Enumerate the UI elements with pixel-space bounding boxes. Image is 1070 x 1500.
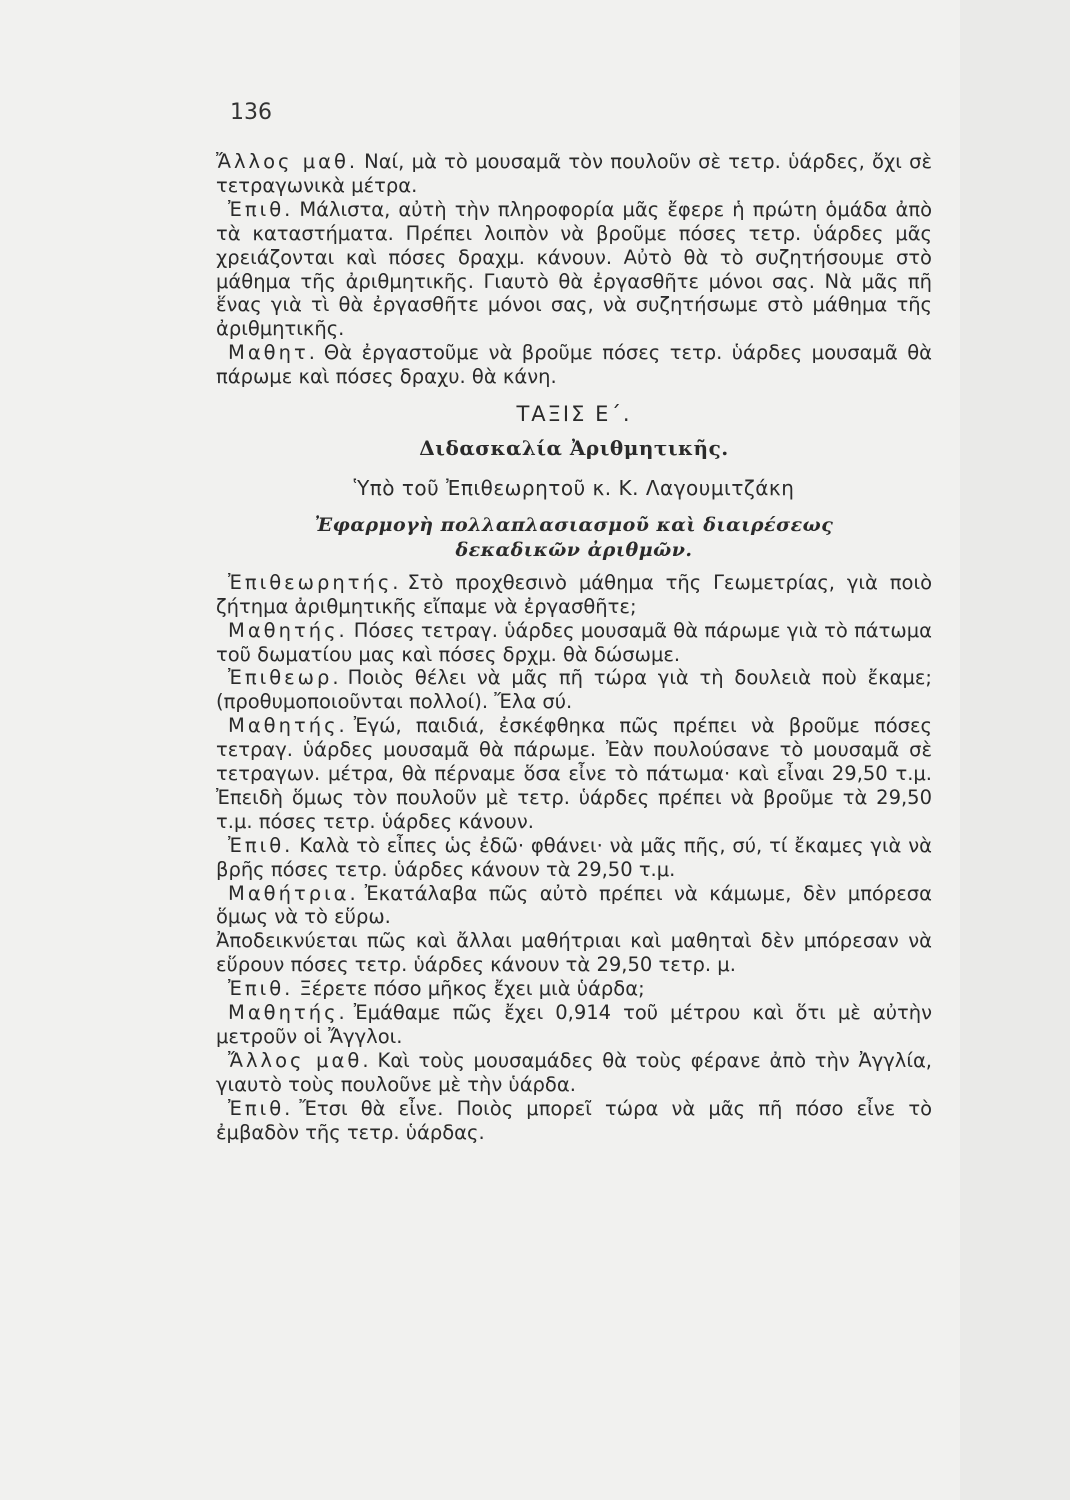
speech: Θὰ ἐργαστοῦμε νὰ βροῦμε πόσες τετρ. ὑάρδες μουσαμᾶ θὰ πάρωμε καὶ πόσες δραχυ. θὰ κάνη.: [216, 341, 932, 389]
paragraph: [216, 150, 932, 198]
paragraph: [216, 571, 932, 619]
paragraph: [216, 929, 932, 977]
speech: Πόσες τετραγ. ὑάρδες μουσαμᾶ θὰ πάρωμε γιὰ τὸ πάτωμα τοῦ δωματίου μας καὶ πόσες δρχμ. θὰ δώσωμε.: [216, 618, 932, 666]
paragraph: [216, 198, 932, 341]
intro-section: [216, 150, 932, 389]
speaker: Μαθητ.: [228, 341, 318, 365]
speaker: Μαθήτρια.: [228, 881, 359, 905]
speech: Ξέρετε πόσο μῆκος ἔχει μιὰ ὑάρδα;: [299, 977, 645, 1001]
paragraph: [216, 1049, 932, 1097]
subtitle-line: Ἐφαρμογὴ πολλαπλασιασμοῦ καὶ διαιρέσεως: [314, 513, 834, 536]
speaker: Μαθητής.: [228, 1001, 348, 1025]
speaker: Ἐπιθ.: [228, 197, 294, 221]
paragraph: [216, 341, 932, 389]
speech: Ποιὸς θέλει νὰ μᾶς πῆ τώρα γιὰ τὴ δουλειὰ ποὺ ἔκαμε; (προθυμοποιοῦνται πολλοί). Ἔλα σύ.: [216, 666, 932, 714]
speech: Ἐκατάλαβα πῶς αὐτὸ πρέπει νὰ κάμωμε, δὲν μπόρεσα ὅμως νὰ τὸ εὕρω.: [216, 881, 932, 929]
lesson-title: Διδασκαλία Ἀριθμητικῆς.: [419, 435, 729, 460]
dialogue-section: [216, 571, 932, 1145]
paragraph: [216, 882, 932, 930]
paragraph: [216, 1097, 932, 1145]
subtitle-line: δεκαδικῶν ἀριθμῶν.: [455, 538, 693, 561]
speech: Ἐμάθαμε πῶς ἔχει 0,914 τοῦ μέτρου καὶ ὅτι μὲ αὐτὴν μετροῦν οἱ Ἄγγλοι.: [216, 1001, 932, 1048]
speaker: Ἄλλος μαθ.: [216, 150, 359, 173]
lesson-subtitle: [216, 513, 932, 563]
speech: Καλὰ τὸ εἶπες ὡς ἐδῶ· φθάνει· νὰ μᾶς πῆς, σύ, τί ἔκαμες γιὰ νὰ βρῆς πόσες τετρ. ὑάρδες κάνουν τὰ 29,50 τ.μ.: [216, 833, 932, 881]
page-content: [216, 150, 932, 1145]
speaker: Ἐπιθ.: [228, 833, 294, 857]
paragraph: [216, 977, 932, 1001]
speech: Καὶ τοὺς μουσαμάδες θὰ τοὺς φέρανε ἀπὸ τὴν Ἀγγλία, γιαυτὸ τοὺς πουλοῦνε μὲ τὴν ὑάρδα.: [216, 1048, 932, 1096]
speaker: Μαθητής.: [228, 714, 348, 738]
paragraph: [216, 619, 932, 667]
speaker: Ἐπιθεωρητής.: [228, 570, 402, 594]
author-line: Ὑπὸ τοῦ Ἐπιθεωρητοῦ κ. Κ. Λαγουμιτζάκη: [353, 475, 795, 500]
speech: Ναί, μὰ τὸ μουσαμᾶ τὸν πουλοῦν σὲ τετρ. ὑάρδες, ὄχι σὲ τετραγωνικὰ μέτρα.: [216, 150, 932, 197]
paragraph: [216, 714, 932, 834]
speech: Στὸ προχθεσινὸ μάθημα τῆς Γεωμετρίας, γιὰ ποιὸ ζήτημα ἀριθμητικῆς εἴπαμε νὰ ἐργασθῆτε;: [216, 570, 932, 618]
speaker: Μαθητής.: [228, 618, 348, 642]
speaker: Ἐπιθ.: [228, 977, 294, 1001]
speech: Ἔτσι θὰ εἶνε. Ποιὸς μπορεῖ τώρα νὰ μᾶς πῆ πόσο εἶνε τὸ ἐμβαδὸν τῆς τετρ. ὑάρδας.: [216, 1096, 932, 1144]
speaker: Ἐπιθ.: [228, 1096, 294, 1120]
page-number: 136: [230, 100, 272, 125]
speaker: Ἐπιθεωρ.: [228, 666, 342, 690]
show-through-shadow: [960, 0, 1070, 1500]
speech: Μάλιστα, αὐτὴ τὴν πληροφορία μᾶς ἔφερε ἡ πρώτη ὁμάδα ἀπὸ τὰ καταστήματα. Πρέπει λοιπὸν νὰ βροῦμε πόσες τετρ. ὑάρδες μᾶς χρειάζονται καὶ πόσες δραχμ. κάνουν. Αὐτὸ θὰ τὸ συζητήσουμε στὸ μάθημα τῆς ἀριθμητικῆς. Γιαυτὸ θὰ ἐργασθῆτε μόνοι σας. Νὰ μᾶς πῆ ἕνας γιὰ τὶ θὰ ἐργασθῆτε μόνοι σας, νὰ συζητήσωμε στὸ μάθημα τῆς ἀριθμητικῆς.: [216, 197, 932, 341]
class-heading: ΤΑΞΙΣ Ε΄.: [516, 402, 632, 427]
speech: Ἀποδεικνύεται πῶς καὶ ἄλλαι μαθήτριαι καὶ μαθηταὶ δὲν μπόρεσαν νὰ εὕρουν πόσες τετρ. ὑάρδες κάνουν τὰ 29,50 τετρ. μ.: [216, 929, 932, 977]
paragraph: [216, 1001, 932, 1049]
speaker: Ἄλλος μαθ.: [228, 1048, 372, 1072]
speech: Ἐγώ, παιδιά, ἐσκέφθηκα πῶς πρέπει νὰ βροῦμε πόσες τετραγ. ὑάρδες μουσαμᾶ θὰ πάρωμε. Ἐὰν πουλούσανε τὸ μουσαμᾶ σὲ τετραγων. μέτρα, θὰ πέρναμε ὅσα εἶνε τὸ πάτωμα· καὶ εἶναι 29,50 τ.μ. Ἐπειδὴ ὅμως τὸν πουλοῦν μὲ τετρ. ὑάρδες πρέπει νὰ βροῦμε τὰ 29,50 τ.μ. πόσες τετρ. ὑάρδες κάνουν.: [216, 714, 932, 833]
paragraph: [216, 666, 932, 714]
paragraph: [216, 834, 932, 882]
